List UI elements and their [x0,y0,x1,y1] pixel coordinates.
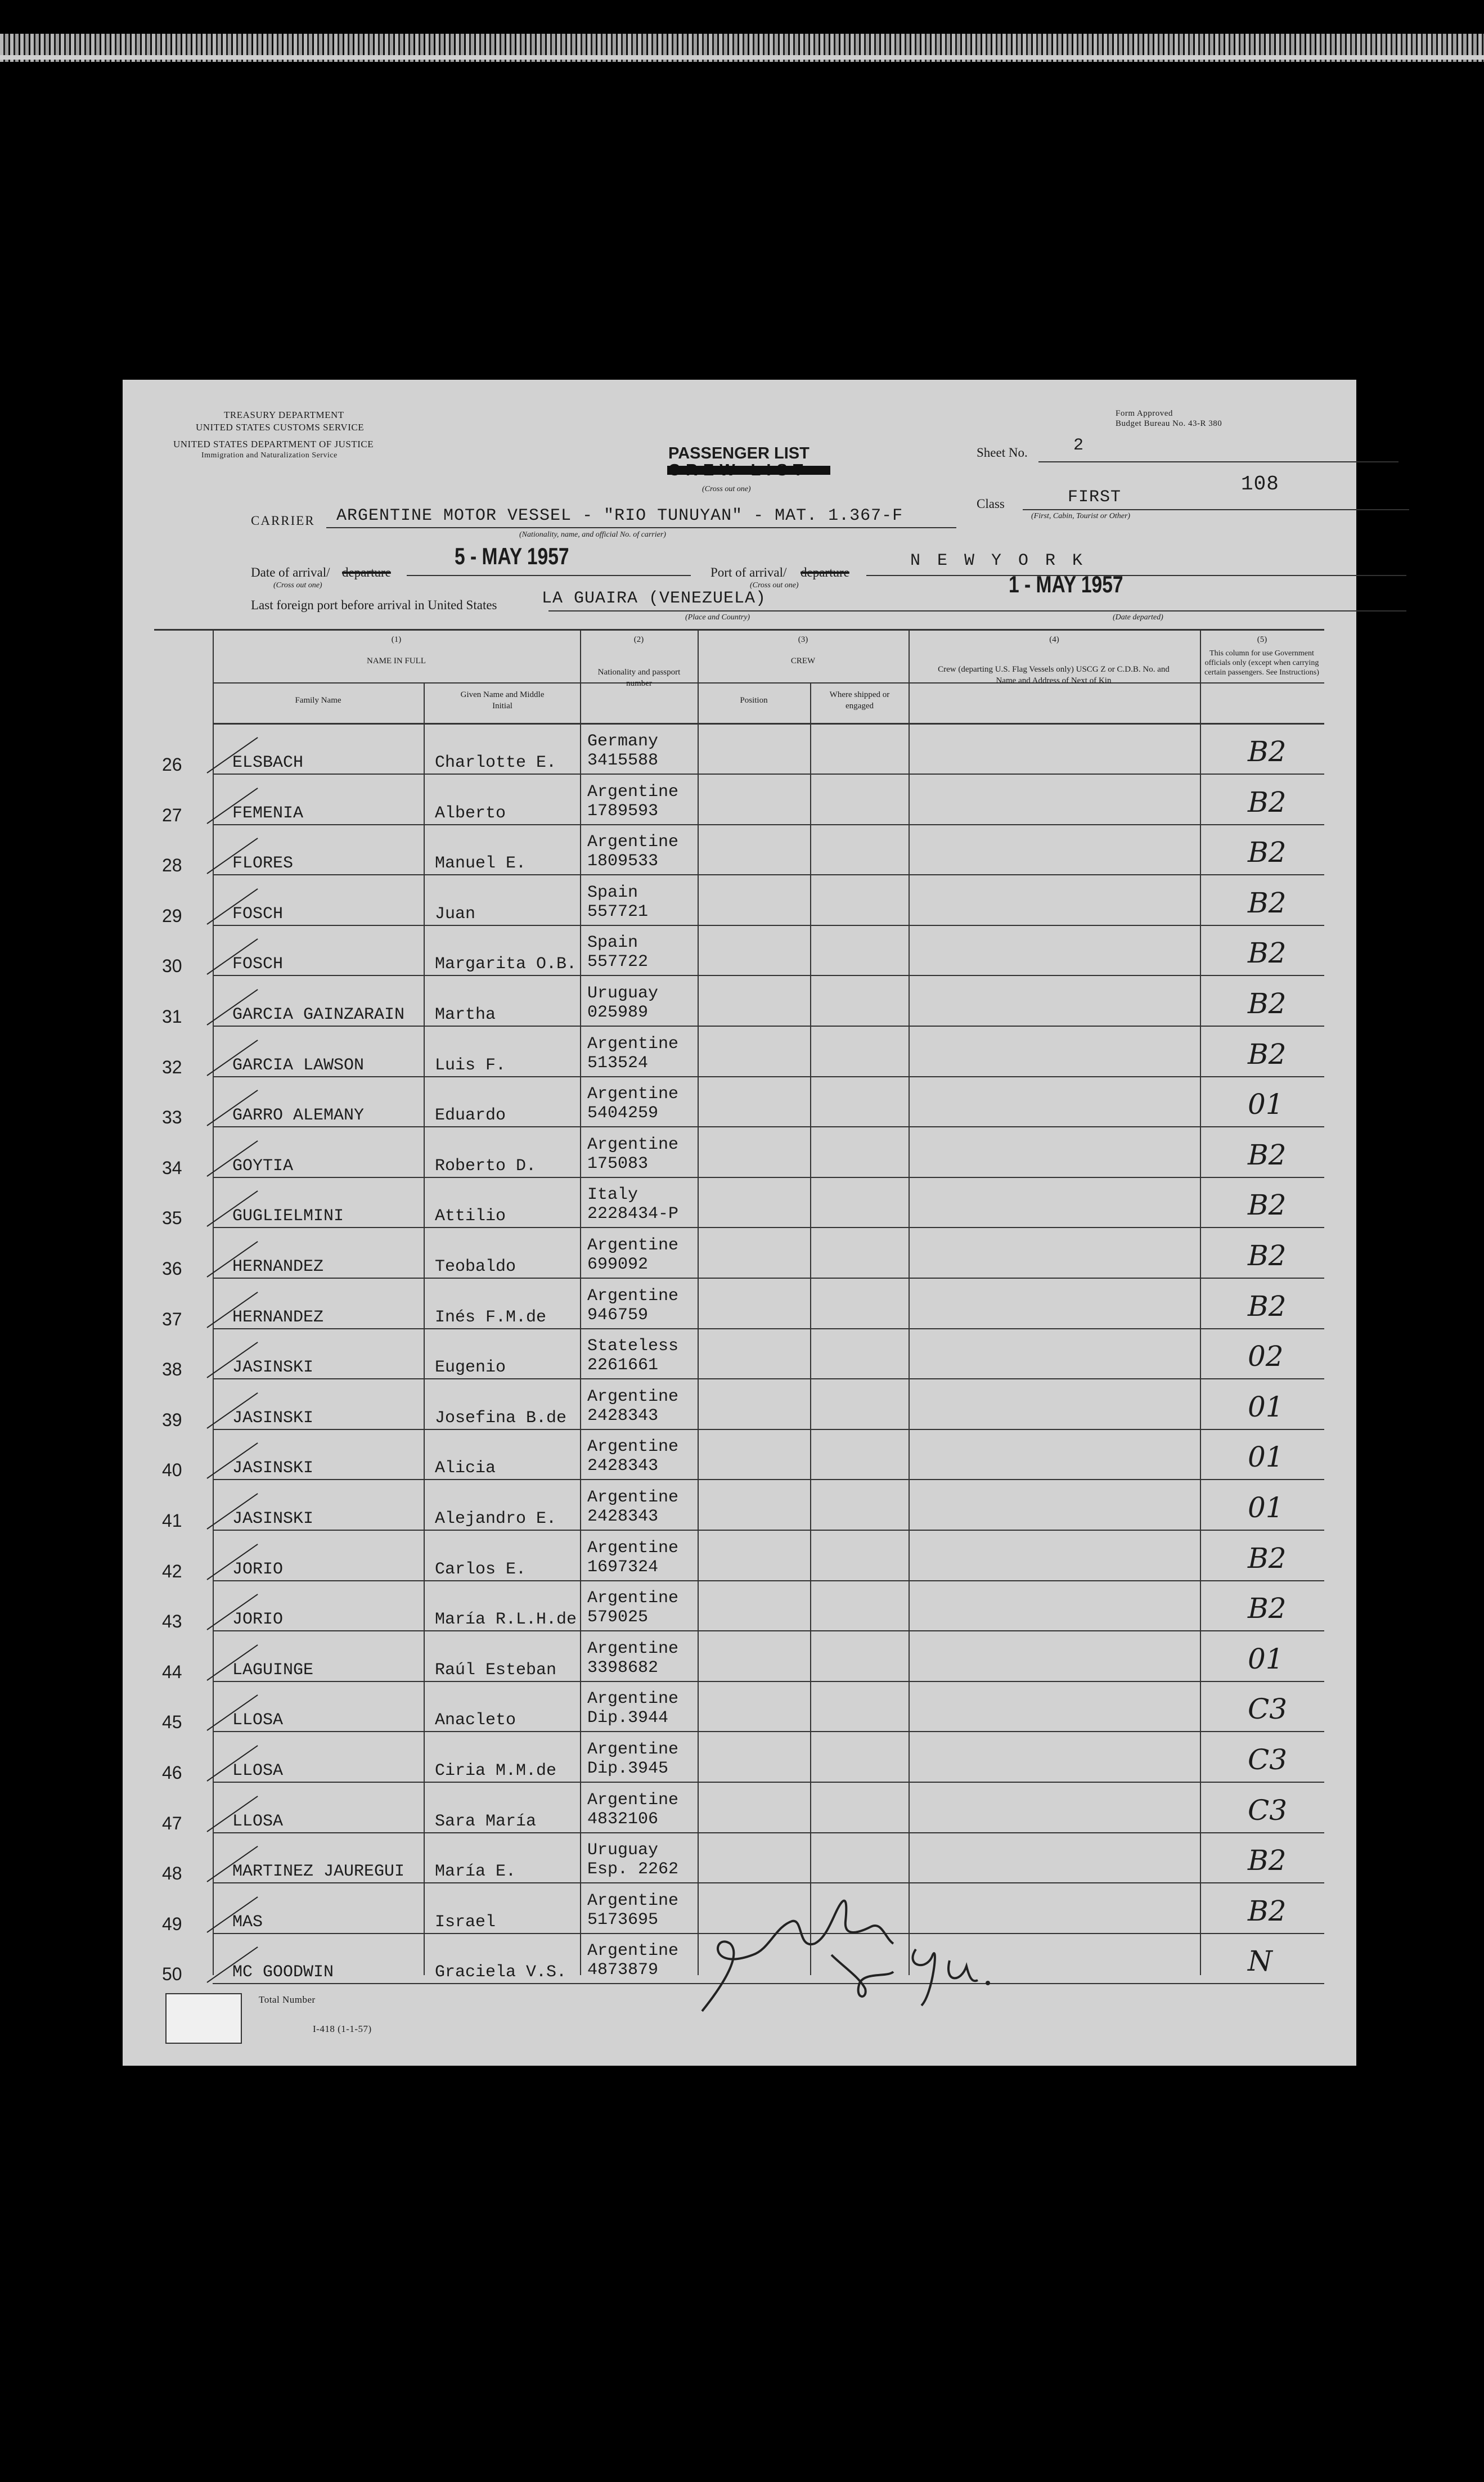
nationality: Uruguay [587,984,659,1003]
given-name: Josefina B.de [435,1409,567,1428]
table-row [213,775,1324,825]
family-name: MAS [232,1913,263,1932]
govt-class-code: B2 [1248,836,1287,869]
col1-number: (1) [391,635,402,644]
govt-class-code: B2 [1248,937,1287,969]
given-name: María E. [435,1862,516,1881]
govt-class-code: 01 [1248,1491,1284,1524]
table-row [213,1279,1324,1329]
form-title: PASSENGER LIST [668,444,810,462]
form-number: I-418 (1-1-57) [313,2024,372,2034]
sheet-label: Sheet No. [977,446,1028,460]
nationality: Spain [587,883,638,902]
port-crossed: departure [801,565,849,579]
crew-subline [809,682,910,684]
passport-number: 3398682 [587,1658,659,1678]
row-number: 45 [162,1712,182,1732]
scan-border-line [0,55,1484,60]
port-hint: (Cross out one) [750,581,799,590]
family-name: GUGLIELMINI [232,1207,344,1226]
govt-class-code: B2 [1248,1592,1287,1625]
table-row [213,825,1324,875]
given-name: Manuel E. [435,854,527,873]
given-name: Juan [435,905,476,924]
nationality: Germany [587,732,659,751]
row-number: 47 [162,1813,182,1833]
row-number: 49 [162,1914,182,1934]
passport-number: 3415588 [587,751,659,770]
port-line [866,575,1406,576]
family-name: LLOSA [232,1812,284,1831]
nationality: Argentine [587,833,679,852]
given-name: María R.L.H.de [435,1610,577,1629]
row-number: 50 [162,1964,182,1984]
row-number: 39 [162,1410,182,1430]
govt-class-code: C3 [1248,1743,1288,1776]
nationality: Argentine [587,1639,679,1658]
row-number: 28 [162,855,182,875]
carrier-line [326,527,956,528]
nationality: Argentine [587,1035,679,1054]
col-crew-header: CREW [790,657,816,666]
given-name: Margarita O.B. [435,955,577,974]
row-number: 30 [162,956,182,976]
govt-class-code: B2 [1248,987,1287,1020]
nationality: Stateless [587,1337,679,1356]
govt-class-code: C3 [1248,1794,1288,1827]
col-crew-departing-header: Crew (departing U.S. Flag Vessels only) USCG Z or C.D.B. No. and Name and Address of Next of Kin [938,665,1170,685]
row-number: 33 [162,1107,182,1127]
given-name: Teobaldo [435,1257,516,1276]
col3-number: (3) [798,635,808,644]
table-row [213,1177,1324,1228]
col-nationality-header: Nationality and passport number [597,668,681,688]
nationality: Argentine [587,1589,679,1608]
arrival-date-label: Date of arrival/ [251,565,330,579]
family-name: HERNANDEZ [232,1257,324,1276]
handwritten-signature [691,1887,1006,2022]
table-row [213,1480,1324,1531]
row-number: 43 [162,1611,182,1631]
arrival-hint: (Cross out one) [273,581,322,590]
given-name: Alicia [435,1459,496,1478]
passport-number: 699092 [587,1255,649,1274]
family-name: JASINSKI [232,1409,314,1428]
row-number: 48 [162,1863,182,1883]
given-name: Israel [435,1913,496,1932]
given-name: Charlotte E. [435,753,557,772]
nationality: Argentine [587,1085,679,1104]
table-row [213,1329,1324,1379]
cross-out-hint: (Cross out one) [702,485,751,493]
table-row [213,1783,1324,1833]
carrier-hint: (Nationality, name, and official No. of carrier) [519,530,666,539]
nationality: Argentine [587,783,679,802]
nationality: Argentine [587,1287,679,1306]
passport-number: 579025 [587,1608,649,1627]
govt-class-code: C3 [1248,1693,1288,1725]
passport-number: 025989 [587,1003,649,1022]
carrier-label: CARRIER [251,514,315,528]
passport-number: 4873879 [587,1961,659,1980]
given-name: Eugenio [435,1358,506,1377]
passport-number: 2261661 [587,1356,659,1375]
govt-class-code: 01 [1248,1643,1284,1675]
passport-number: 946759 [587,1306,649,1325]
table-row [213,925,1324,976]
row-number: 34 [162,1158,182,1178]
govt-class-code: B2 [1248,1844,1287,1877]
table-row [213,1228,1324,1279]
date-departed: 1 - MAY 1957 [1009,571,1123,597]
family-name: MC GOODWIN [232,1963,334,1982]
govt-class-code: 01 [1248,1088,1284,1121]
given-name: Roberto D. [435,1157,537,1176]
table-row [213,724,1324,775]
row-number: 36 [162,1258,182,1279]
govt-class-code: B2 [1248,1189,1287,1221]
govt-class-code: 01 [1248,1441,1284,1473]
sheet-number: 2 [1073,436,1085,455]
govt-class-code: B2 [1248,1038,1287,1071]
family-name: GARCIA GAINZARAIN [232,1005,405,1024]
family-name: JASINSKI [232,1358,314,1377]
family-name: JASINSKI [232,1509,314,1528]
port-value: N E W Y O R K [910,551,1086,570]
arrival-date: 5 - MAY 1957 [455,543,569,569]
table-row [213,1379,1324,1430]
form-approved: Form Approved [1116,409,1173,418]
row-number: 40 [162,1460,182,1480]
govt-class-code: B2 [1248,1290,1287,1323]
given-name: Eduardo [435,1106,506,1125]
given-name: Martha [435,1005,496,1024]
passport-number: Dip.3945 [587,1759,669,1778]
given-name: Alejandro E. [435,1509,557,1528]
govt-class-code: B2 [1248,1542,1287,1575]
table-top [154,629,1324,631]
govt-class-code: B2 [1248,1239,1287,1272]
last-port-value: LA GUAIRA (VENEZUELA) [542,589,767,608]
nationality: Argentine [587,1135,679,1154]
table-row [213,1732,1324,1783]
passport-number: 2428343 [587,1406,659,1426]
nationality: Argentine [587,1689,679,1708]
treasury-dept: TREASURY DEPARTMENT [224,410,344,420]
arrival-date-crossed: departure [342,565,391,579]
passport-number: 2428343 [587,1507,659,1526]
given-name: Sara María [435,1812,537,1831]
passport-number: Esp. 2262 [587,1860,679,1879]
given-name: Ciria M.M.de [435,1761,557,1780]
budget-bureau: Budget Bureau No. 43-R 380 [1116,419,1222,428]
class-value: FIRST [1068,488,1122,507]
row-number: 35 [162,1208,182,1228]
nationality: Argentine [587,1740,679,1759]
sheet-line [1038,461,1398,462]
family-name: FEMENIA [232,804,304,823]
table-row [213,1127,1324,1178]
passenger-list-form [123,380,1356,2066]
family-name: GARRO ALEMANY [232,1106,365,1125]
passport-number: 5173695 [587,1910,659,1930]
nationality: Uruguay [587,1841,659,1860]
class-count: 108 [1241,473,1279,496]
total-number-box[interactable] [165,1993,242,2044]
carrier-value: ARGENTINE MOTOR VESSEL - "RIO TUNUYAN" - MAT. 1.367-F [336,506,903,525]
arrival-date-line [407,575,691,576]
last-port-line [548,610,1406,611]
nationality: Argentine [587,1236,679,1255]
passport-number: Dip.3944 [587,1708,669,1728]
row-number: 38 [162,1359,182,1379]
last-port-label: Last foreign port before arrival in United States [251,598,497,612]
col2-number: (2) [633,635,644,644]
class-hint: (First, Cabin, Tourist or Other) [1031,512,1131,520]
customs-service: UNITED STATES CUSTOMS SERVICE [196,422,365,433]
table-row [213,1681,1324,1732]
given-name: Attilio [435,1207,506,1226]
row-number: 27 [162,805,182,825]
nationality: Argentine [587,1387,679,1406]
table-row [213,1531,1324,1581]
family-name: LLOSA [232,1761,284,1780]
family-name: LLOSA [232,1711,284,1730]
row-number: 46 [162,1762,182,1783]
place-country-hint: (Place and Country) [685,613,750,622]
family-name: FOSCH [232,955,284,974]
passport-number: 557722 [587,952,649,972]
family-name: FLORES [232,854,294,873]
date-departed-hint: (Date departed) [1113,613,1163,622]
row-number: 42 [162,1561,182,1581]
family-name: JORIO [232,1560,284,1579]
govt-class-code: B2 [1248,735,1287,768]
govt-class-code: N [1248,1945,1272,1977]
row-number: 32 [162,1057,182,1077]
col-shipped-header: Where shipped or engaged [829,690,890,711]
family-name: FOSCH [232,905,284,924]
given-name: Luis F. [435,1056,506,1075]
govt-class-code: B2 [1248,786,1287,819]
family-name: JASINSKI [232,1459,314,1478]
nationality: Spain [587,933,638,952]
govt-class-code: 02 [1248,1340,1284,1373]
nationality: Italy [587,1185,638,1204]
given-name: Graciela V.S. [435,1963,567,1982]
passport-number: 1789593 [587,802,659,821]
given-name: Raúl Esteban [435,1661,557,1680]
passport-number: 5404259 [587,1104,659,1123]
passport-number: 175083 [587,1154,649,1173]
row-number: 44 [162,1662,182,1682]
col-govt-header: This column for use Government officials only (except when carrying certain passengers. See Instructions) [1204,649,1319,677]
given-name: Carlos E. [435,1560,527,1579]
col4-number: (4) [1049,635,1059,644]
strike-bar [667,466,830,475]
passport-number: 1809533 [587,852,659,871]
class-label: Class [977,497,1005,511]
nationality: Argentine [587,1488,679,1507]
passport-number: 513524 [587,1054,649,1073]
family-name: JORIO [232,1610,284,1629]
ins-label: Immigration and Naturalization Service [201,451,338,460]
passport-number: 1697324 [587,1558,659,1577]
class-line [1023,509,1409,510]
family-name: MARTINEZ JAUREGUI [232,1862,405,1881]
govt-class-code: B2 [1248,1895,1287,1927]
col1-title: NAME IN FULL [367,657,426,666]
passport-number: 2428343 [587,1456,659,1476]
nationality: Argentine [587,1941,679,1961]
nationality: Argentine [587,1891,679,1910]
family-name: HERNANDEZ [232,1308,324,1327]
govt-class-code: B2 [1248,1139,1287,1171]
row-number: 26 [162,754,182,775]
nationality: Argentine [587,1791,679,1810]
table-row [213,1631,1324,1682]
row-number: 37 [162,1309,182,1329]
family-name: LAGUINGE [232,1661,314,1680]
col-given-header: Given Name and Middle Initial [460,690,545,711]
col-family-header: Family Name [295,696,341,705]
govt-class-code: B2 [1248,887,1287,919]
nationality: Argentine [587,1437,679,1456]
port-label: Port of arrival/ [710,565,787,579]
family-name: GARCIA LAWSON [232,1056,365,1075]
row-number: 29 [162,906,182,926]
passport-number: 557721 [587,902,649,921]
family-name: ELSBACH [232,753,304,772]
table-row [213,1077,1324,1127]
table-row [213,1027,1324,1077]
table-row [213,1429,1324,1480]
table-row [213,1581,1324,1631]
govt-class-code: 01 [1248,1391,1284,1423]
table-row [213,875,1324,926]
total-number-label: Total Number [259,1994,316,2005]
given-name: Anacleto [435,1711,516,1730]
row-number: 41 [162,1510,182,1531]
passport-number: 4832106 [587,1810,659,1829]
given-name: Alberto [435,804,506,823]
col5-number: (5) [1257,635,1267,644]
passport-number: 2228434-P [587,1204,679,1224]
family-name: GOYTIA [232,1157,294,1176]
col-position-header: Position [740,696,768,705]
row-number: 31 [162,1006,182,1027]
nationality: Argentine [587,1539,679,1558]
given-name: Inés F.M.de [435,1308,547,1327]
dept-justice: UNITED STATES DEPARTMENT OF JUSTICE [173,439,374,449]
